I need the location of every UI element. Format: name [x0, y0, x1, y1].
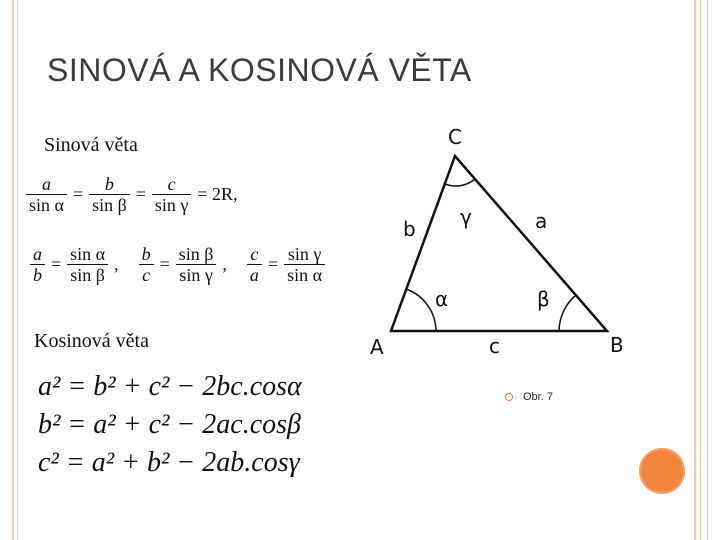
fraction: [139, 244, 154, 285]
fraction-denominator: sin α: [29, 195, 64, 215]
fraction-denominator: a: [249, 265, 259, 285]
side-label-b: b: [403, 217, 416, 241]
angle-arc-alpha: [406, 289, 436, 331]
fraction-numerator: a: [30, 244, 45, 265]
vertex-label-b: B: [610, 333, 624, 357]
fraction-numerator: b: [139, 244, 154, 265]
fraction-numerator: sin α: [67, 244, 108, 265]
cosine-formula-b: b² = a² + c² − 2ac.cosβ: [38, 409, 301, 440]
angle-label-beta: β: [537, 287, 550, 311]
cosine-formula-c: c² = a² + b² − 2ab.cosγ: [38, 447, 300, 478]
cosine-formulas: [38, 368, 302, 482]
fraction-denominator: sin γ: [154, 195, 189, 215]
decorative-circle: [639, 448, 685, 494]
angle-arc-beta: [559, 295, 576, 331]
frame-right-line: [694, 0, 696, 540]
fraction: [152, 174, 191, 215]
equals-sign: =: [267, 254, 279, 274]
bullet-icon: [505, 393, 513, 401]
frame-right-line-outer: [707, 0, 708, 540]
equals-sign: =: [135, 184, 146, 204]
sine-heading: Sinová věta: [44, 134, 138, 156]
fraction-numerator: c: [247, 244, 262, 265]
comma: ,: [222, 254, 227, 274]
comma: ,: [114, 254, 119, 274]
fraction-denominator: c: [142, 265, 151, 285]
triangle-shape: [391, 156, 607, 331]
cosine-heading: Kosinová věta: [34, 330, 149, 352]
fraction-numerator: sin γ: [284, 244, 325, 265]
angle-label-alpha: α: [435, 287, 449, 311]
fraction-numerator: sin β: [176, 244, 217, 265]
angle-label-gamma: γ: [460, 205, 472, 229]
caption-bullet: [505, 391, 553, 403]
cosine-formula-a: a² = b² + c² − 2bc.cosα: [38, 371, 302, 402]
fraction-numerator: c: [152, 174, 191, 195]
sine-formula-line2: [28, 244, 327, 285]
slide-title: SINOVÁ A KOSINOVÁ VĚTA: [47, 52, 472, 88]
fraction-denominator: b: [33, 265, 42, 285]
fraction-denominator: sin β: [70, 265, 105, 285]
fraction-numerator: b: [89, 174, 130, 195]
fraction-denominator: sin γ: [179, 265, 213, 285]
sine-formula-line1: [24, 174, 242, 215]
side-label-c: c: [489, 334, 500, 358]
angle-arc-gamma: [445, 179, 475, 186]
vertex-label-c: C: [448, 125, 462, 149]
triangle-diagram: [360, 118, 640, 363]
fraction-denominator: sin β: [92, 195, 127, 215]
fraction: [176, 244, 217, 285]
fraction: [26, 174, 67, 215]
equals-sign: =: [72, 184, 84, 204]
frame-right-line-inner: [700, 0, 701, 540]
fraction-denominator: sin α: [287, 265, 323, 285]
fraction: [89, 174, 130, 215]
figure-caption: Obr. 7: [523, 391, 553, 403]
fraction: [30, 244, 45, 285]
fraction: [67, 244, 108, 285]
fraction-numerator: a: [26, 174, 67, 195]
equals-sign: =: [159, 254, 170, 274]
formula-rhs: = 2R,: [197, 184, 238, 204]
frame-left-line: [12, 0, 14, 540]
vertex-label-a: A: [370, 335, 384, 359]
side-label-a: a: [535, 209, 548, 233]
equals-sign: =: [51, 254, 62, 274]
fraction: [247, 244, 262, 285]
fraction: [284, 244, 325, 285]
frame-left-line-inner: [17, 0, 18, 540]
